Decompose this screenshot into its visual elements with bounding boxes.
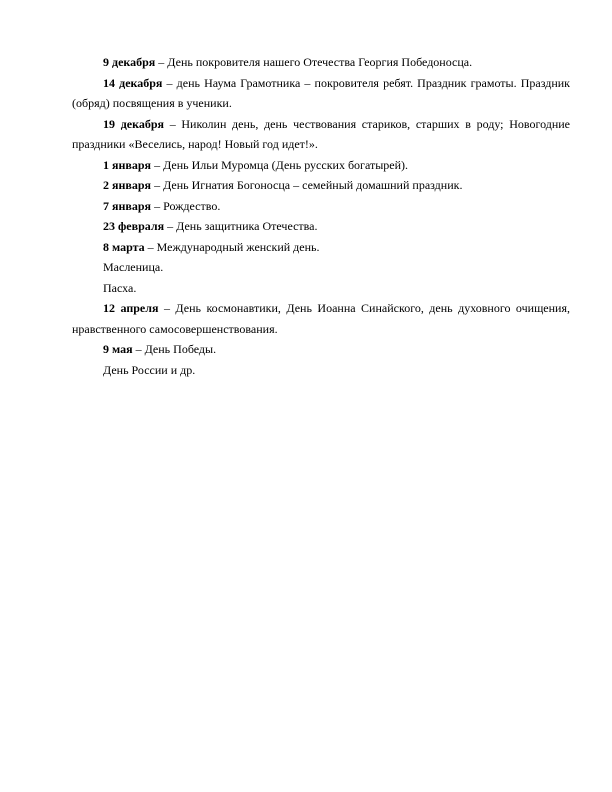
entry-feb-23 [72, 216, 570, 237]
entry-text: Масленица. [103, 260, 164, 274]
entry-date: 9 мая [103, 342, 133, 356]
entry-text: – День космонавтики, День Иоанна Синайского, день духовного очищения, нравственного самосовершенствования. [72, 301, 570, 336]
document-page [72, 52, 570, 380]
entry-text: Пасха. [103, 280, 137, 295]
entry-dec-9 [72, 52, 570, 73]
entry-date: 8 марта [103, 239, 145, 254]
entry-date: 19 декабря [103, 116, 164, 131]
entry-maslenitsa [72, 257, 570, 278]
entry-text: – день Наума Грамотника – покровителя ребят. Праздник грамоты. Праздник (обряд) посвящения в ученики. [72, 75, 571, 110]
entry-date: 9 декабря [103, 55, 156, 69]
entry-jan-1 [72, 155, 570, 176]
entry-date: 1 января [103, 157, 152, 172]
entry-text: – Николин день, день чествования стариков, старших в роду; Новогодние праздники «Веселись, народ! Новый год идет!». [72, 116, 571, 151]
entry-text: – День покровителя нашего Отечества Георгия Победоносца. [155, 55, 473, 69]
entry-text: – Международный женский день. [144, 239, 320, 254]
entry-jan-2 [72, 175, 570, 196]
entry-text: – Рождество. [151, 198, 221, 213]
entry-easter [72, 278, 570, 299]
entry-text: – День защитника Отечества. [164, 219, 318, 233]
entry-may-9 [72, 339, 570, 360]
entry-date: 2 января [103, 178, 152, 192]
entry-text: – День Ильи Муромца (День русских богатырей). [151, 157, 409, 172]
entry-mar-8 [72, 237, 570, 258]
entry-dec-14 [72, 73, 570, 114]
entry-text: – День Победы. [132, 342, 217, 356]
entry-text: – День Игнатия Богоносца – семейный домашний праздник. [151, 178, 463, 192]
entry-text: День России и др. [103, 362, 196, 377]
entry-jan-7 [72, 196, 570, 217]
entry-apr-12 [72, 298, 570, 339]
entry-date: 14 декабря [103, 75, 163, 90]
entry-russia-day [72, 360, 570, 381]
entry-date: 7 января [103, 198, 152, 213]
entry-date: 23 февраля [103, 219, 165, 233]
entry-date: 12 апреля [103, 301, 159, 315]
entry-dec-19 [72, 114, 570, 155]
